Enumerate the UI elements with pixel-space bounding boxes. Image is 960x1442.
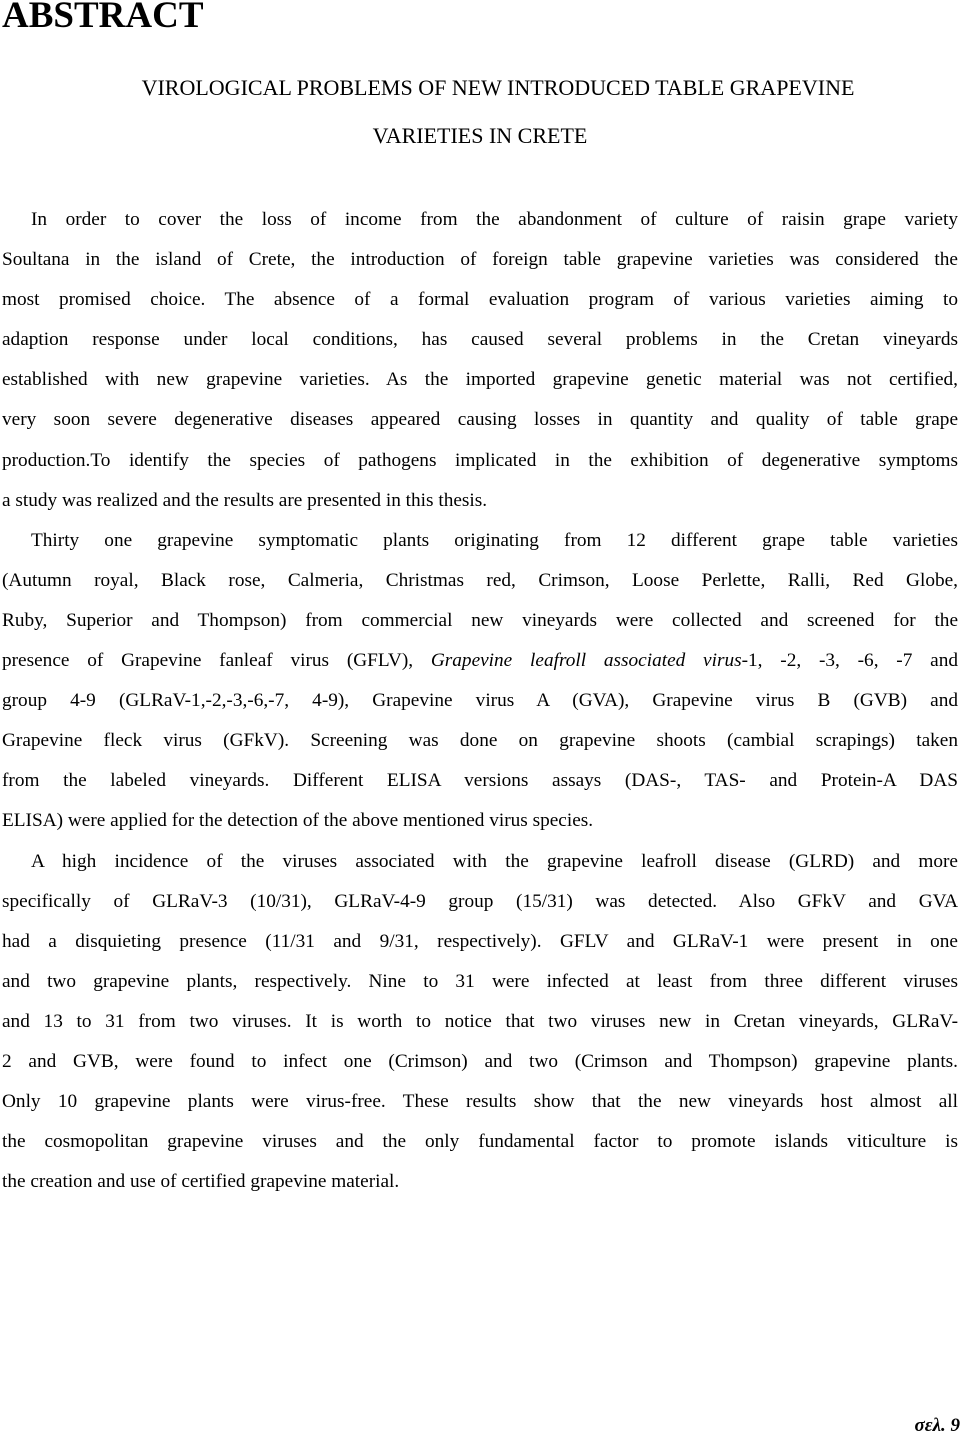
thesis-title-line-1: VIROLOGICAL PROBLEMS OF NEW INTRODUCED TABLE GRAPEVINE bbox=[141, 75, 855, 100]
page-heading: ABSTRACT bbox=[2, 0, 204, 36]
paragraph-3-line: A high incidence of the viruses associated with the grapevine leafroll disease (GLRD) and more bbox=[31, 850, 958, 872]
paragraph-2-line: Thirty one grapevine symptomatic plants originating from 12 different grape table varieties bbox=[31, 529, 958, 551]
paragraph-3-line: specifically of GLRaV-3 (10/31), GLRaV-4-9 group (15/31) was detected. Also GFkV and GVA bbox=[2, 890, 958, 912]
paragraph-2-line: group 4-9 (GLRaV-1,-2,-3,-6,-7, 4-9), Grapevine virus A (GVA), Grapevine virus B (GVB) and bbox=[2, 690, 958, 712]
paragraph-2-text: presence of Grapevine fanleaf virus (GFLV), bbox=[2, 650, 431, 672]
page-number: σελ. 9 bbox=[914, 1415, 960, 1436]
paragraph-3-line: Only 10 grapevine plants were virus-free. These results show that the new vineyards host almost all bbox=[2, 1091, 958, 1113]
paragraph-3-line: and 13 to 31 from two viruses. It is worth to notice that two viruses new in Cretan vineyards, GLRaV- bbox=[2, 1010, 958, 1032]
paragraph-3-line: and two grapevine plants, respectively. Nine to 31 were infected at least from three different viruses bbox=[2, 970, 958, 992]
abstract-paragraph-1 bbox=[2, 200, 958, 521]
paragraph-2-line-virus-names bbox=[2, 641, 958, 681]
abstract-body bbox=[2, 200, 958, 1202]
paragraph-1-line: Soultana in the island of Crete, the introduction of foreign table grapevine varieties was considered the bbox=[2, 249, 958, 271]
paragraph-1-line: adaption response under local conditions, has caused several problems in the Cretan vineyards bbox=[2, 329, 958, 351]
paragraph-1-line: very soon severe degenerative diseases appeared causing losses in quantity and quality of table grape bbox=[2, 409, 958, 431]
paragraph-2-line: Ruby, Superior and Thompson) from commercial new vineyards were collected and screened for the bbox=[2, 609, 958, 631]
paragraph-1-line: most promised choice. The absence of a formal evaluation program of various varieties aiming to bbox=[2, 289, 958, 311]
paragraph-2-line: Grapevine fleck virus (GFkV). Screening was done on grapevine shoots (cambial scrapings) taken bbox=[2, 730, 958, 752]
abstract-paragraph-2 bbox=[2, 521, 958, 842]
paragraph-2-line: (Autumn royal, Black rose, Calmeria, Christmas red, Crimson, Loose Perlette, Ralli, Red Globe, bbox=[2, 569, 958, 591]
thesis-title bbox=[0, 64, 960, 160]
paragraph-1-line: In order to cover the loss of income from the abandonment of culture of raisin grape variety bbox=[31, 209, 958, 230]
italic-virus-name: Grapevine leafroll associated virus bbox=[430, 650, 742, 672]
paragraph-1-line: production.To identify the species of pathogens implicated in the exhibition of degenerative symptoms bbox=[2, 449, 958, 471]
paragraph-3-line: 2 and GVB, were found to infect one (Crimson) and two (Crimson and Thompson) grapevine plants. bbox=[2, 1050, 958, 1072]
thesis-title-line-2: VARIETIES IN CRETE bbox=[372, 123, 588, 148]
paragraph-3-line: had a disquieting presence (11/31 and 9/31, respectively). GFLV and GLRaV-1 were present in one bbox=[2, 930, 958, 952]
paragraph-3-line: the cosmopolitan grapevine viruses and the only fundamental factor to promote islands viticulture is bbox=[2, 1131, 958, 1153]
paragraph-3-line: the creation and use of certified grapevine material. bbox=[2, 1171, 400, 1193]
paragraph-1-line: a study was realized and the results are presented in this thesis. bbox=[2, 489, 488, 511]
abstract-paragraph-3 bbox=[2, 842, 958, 1203]
paragraph-2-line: ELISA) were applied for the detection of the above mentioned virus species. bbox=[2, 810, 594, 832]
paragraph-2-line: from the labeled vineyards. Different ELISA versions assays (DAS-, TAS- and Protein-A DAS bbox=[2, 770, 958, 792]
paragraph-2-text: -1, -2, -3, -6, -7 and bbox=[741, 650, 958, 672]
paragraph-1-line: established with new grapevine varieties. As the imported grapevine genetic material was not certified, bbox=[2, 369, 958, 391]
